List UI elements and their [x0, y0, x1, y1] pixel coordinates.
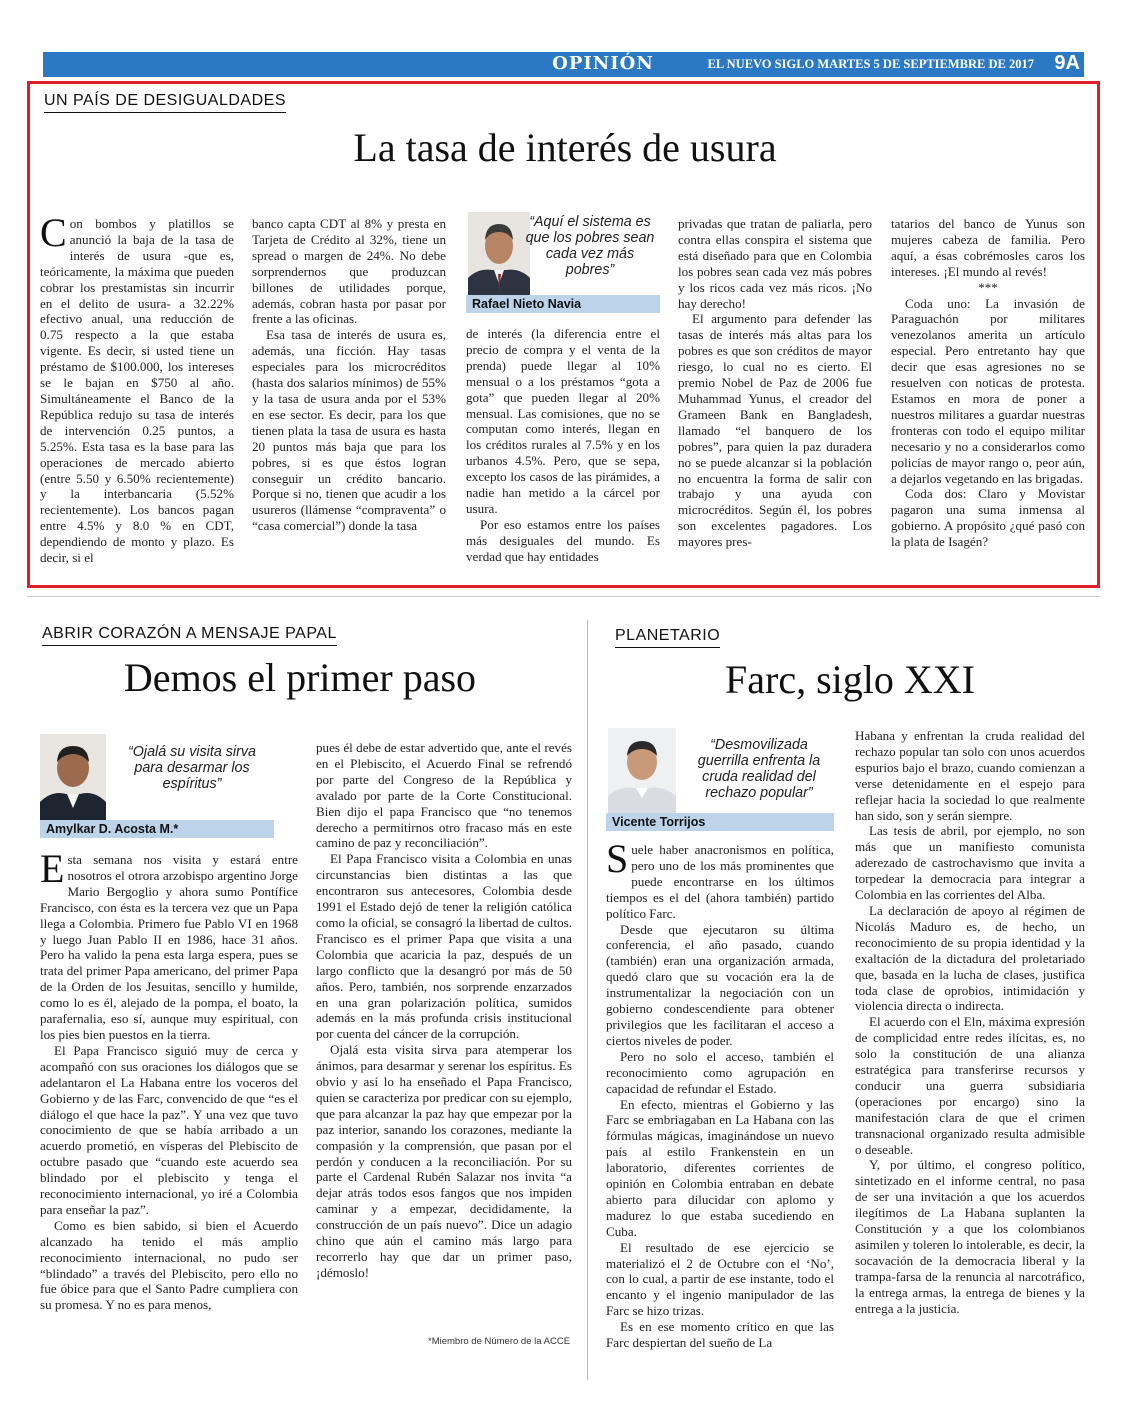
author-name: Amylkar D. Acosta M.*: [40, 820, 274, 838]
paragraph: El resultado de ese ejercicio se materializó el 2 de Octubre con el ‘No’, con lo cual, a partir de ese instante, todo el encanto y el ingenio manipulador de las Farc se hizo trizas.: [606, 1239, 834, 1319]
paragraph: Es en ese momento crítico en que las Farc despiertan del sueño de La: [606, 1319, 834, 1351]
paragraph: Esa tasa de interés de usura es, además, una ficción. Hay tasas especiales para los microcréditos (hasta dos salarios mínimos) de 55% y la tasa de usura anda por el 53% en ese sector. Es decir, para los que tienen plata la tasa de usura es hasta 20 puntos más baja que para los pobres, si es que éstos logran conseguir un crédito bancario. Porque si no, tienen que acudir a los usureros (llámense “compraventa” o “casa comercial”) donde la tasa: [252, 327, 446, 534]
article3-column-1: [606, 842, 834, 1354]
paragraph: privadas que tratan de paliarla, pero contra ellas conspira el sistema que está diseñado para que en Colombia los pobres sean cada vez más pobres y los ricos cada vez más ricos. ¡No hay derecho!: [678, 216, 872, 311]
section-title: OPINIÓN: [552, 53, 654, 74]
column-divider: [587, 620, 588, 1380]
paragraph: tatarios del banco de Yunus son mujeres cabeza de familia. Pero aquí, a ésas cobrémosles caros los intereses. ¡El mundo al revés!: [891, 216, 1085, 279]
article2-column-2: [316, 740, 572, 1332]
article3-title: Farc, siglo XXI: [725, 657, 975, 702]
paragraph: on bombos y platillos se anunció la baja de la tasa de interés de usura -que es, teóricamente, la máxima que pueden cobrar los prestamistas sin incurrir en el delito de usura- a 32.22% efectivo anual, una reducción de 0.75 respecto a la que estaba vigente. Es decir, si usted tiene un préstamo de $100.000, los intereses se le bajan en $750 al año. Simultáneamente el Banco de la República redujo su tasa de interés de intervención 0.25 puntos, a 5.25%. Esta tasa es la base para las operaciones de mercado abierto (entre 5.50 y 6.50% recientemente) y la interbancaria (5.52% recientemente). Los bancos pagan entre 4.5% y 8.0 % en CDT, dependiendo de monto y plazo. Es decir, si el: [40, 216, 234, 566]
paragraph: Por eso estamos entre los países más desiguales del mundo. Es verdad que hay entidades: [466, 516, 660, 564]
article1-column-2: [252, 216, 446, 574]
paragraph: Las tesis de abril, por ejemplo, no son más que un manifiesto comunista aderezado de castrochavismo que invita a torpedear la democracia para integrar a Colombia en las corrientes del Alba.: [855, 823, 1085, 903]
author-photo: [40, 734, 106, 822]
paragraph: El acuerdo con el Eln, máxima expresión de complicidad entre redes ilícitas, es, no solo la constitución de una alianza estratégica para transferirse recursos y conducir una guerra subsidiaria (operaciones por encargo) sino la manifestación clara de que el crimen transnacional organizado resulta admisible o deseable.: [855, 1014, 1085, 1157]
dropcap: C: [40, 216, 67, 255]
dropcap: S: [606, 842, 629, 881]
paragraph: Pero no solo el acceso, también el reconocimiento como agrupación en capacidad de refundar el Estado.: [606, 1048, 834, 1096]
paragraph: Coda dos: Claro y Movistar pagaron una suma inmensa al gobierno. A propósito ¿qué pasó con la plata de Isagén?: [891, 486, 1085, 550]
article1-column-5: [891, 216, 1085, 574]
page-header: [43, 52, 1084, 77]
article2-kicker: ABRIR CORAZÓN A MENSAJE PAPAL: [42, 625, 337, 646]
paragraph: uele haber anacronismos en política, pero uno de los más prominentes que puede encontrarse en los últimos tiempos es el del (ahora también) partido político Farc.: [606, 842, 834, 921]
author-photo: [608, 728, 676, 814]
dropcap: E: [40, 852, 65, 891]
paragraph: de interés (la diferencia entre el precio de compra y el venta de la prenda) puede llegar al 10% mensual o a los préstamos “gota a gota” que pueden llegar al 20% mensual. Las comisiones, que no se computan como interés, llegan en los créditos rurales al 7.5% y en los urbanos 4.5%. Pero, que se sepa, excepto los casos de las pirámides, a nadie han metido a la cárcel por usura.: [466, 326, 660, 516]
paragraph: Y, por último, el congreso político, sintetizado en el informe central, no pasa de ser una invitación a que los acuerdos ilegítimos de La Habana suplanten la Constitución y a que los colombianos asimilen y toleren lo intolerable, es decir, la socavación de la democracia liberal y la trampa-farsa de la renuncia al narcotráfico, la entrega armas, la entrega de bienes y la entrega a la justicia.: [855, 1157, 1085, 1316]
paragraph: Habana y enfrentan la cruda realidad del rechazo popular tan solo con unos acuerdos espurios bajo el brazo, cuando comienzan a verse detenidamente en el espejo para reflejar hacia la sociedad lo que realmente han sido, son y serán siempre.: [855, 728, 1085, 823]
author-footnote: *Miembro de Número de la ACCE: [428, 1336, 571, 1347]
article1-kicker: UN PAÍS DE DESIGUALDADES: [44, 92, 286, 113]
pull-quote: “Ojalá su visita sirva para desarmar los espíritus”: [128, 744, 256, 792]
paragraph: Ojalá esta visita sirva para atemperar los ánimos, para desarmar y serenar los espíritus. Es obvio y así lo ha enseñado el Papa Francisco, quien se caracteriza por predicar con su ejemplo, que para alcanzar la paz hay que empezar por la paz interior, sanando los corazones, mediante la compasión y la comprensión, que pasan por el perdón y conducen a la reconciliación. Por su parte el Cardenal Rubén Salazar nos invita “a dejar atrás todos esos fangos que nos impiden caminar y a empezar, decididamente, la construcción de un país nuevo”. Dice un adagio chino que aún el camino más largo para recorrerlo hay que dar un primer paso, ¡démoslo!: [316, 1042, 572, 1280]
paragraph: El Papa Francisco siguió muy de cerca y acompañó con sus oraciones los diálogos que se adelantaron el La Habana entre los voceros del Gobierno y de las Farc, convencido de que “es el diálogo el que hace la paz”. Y una vez que tuvo conocimiento de que se había arribado a un acuerdo prometió, en vísperas del Plebiscito de octubre pasado que “cuando este acuerdo sea blindado por el plebiscito y tenga el reconocimiento internacional, yo iré a Colombia para enseñar la paz”.: [40, 1042, 298, 1217]
paragraph: Coda uno: La invasión de Paraguachón por militares venezolanos amerita un artículo especial. Pero entretanto hay que decir que esas agresiones no se resuelven con noticas de protesta. Estamos en mora de poner a nuestros militares a guardar nuestras fronteras con todo el equipo militar necesario y no a considerarlos como policías de mayor rango o, peor aún, a dejarlos vegetando en las brigadas.: [891, 295, 1085, 486]
article1-column-4: [678, 216, 872, 574]
separator: ***: [978, 279, 998, 295]
article3-kicker: PLANETARIO: [615, 627, 720, 648]
publication-date: EL NUEVO SIGLO MARTES 5 DE SEPTIEMBRE DE 2017: [707, 57, 1034, 71]
author-name: Vicente Torrijos: [606, 813, 834, 831]
article2-column-1: [40, 852, 298, 1352]
section-divider: [27, 596, 1100, 597]
article1-column-1: [40, 216, 234, 574]
paragraph: sta semana nos visita y estará entre nosotros el otrora arzobispo argentino Jorge Mario Bergoglio y ahora sumo Pontífice Francisco, con ésta es la tercera vez que un Papa llega a Colombia. Primero fue Pablo VI en 1968 y luego Juan Pablo II en 1986, hace 31 años. Pero ha valido la pena esta larga espera, pues se trata del primer Papa americano, del primer Papa de la Orden de los Jesuitas, sencillo y humilde, como lo es él, alejado de la pompa, el boato, la parafernalia, eso sí, aunque muy espiritual, con los pies bien puestos en la tierra.: [40, 852, 298, 1042]
article1-column-3: [466, 326, 660, 574]
paragraph: banco capta CDT al 8% y presta en Tarjeta de Crédito al 32%, tiene un spread o margen de 24%. No debe sorprendernos que produzcan billones de utilidades porque, además, cobran hasta por pasar por frente a las oficinas.: [252, 216, 446, 327]
article2-title: Demos el primer paso: [123, 655, 477, 700]
paragraph: El argumento para defender las tasas de interés más altas para los pobres es que son créditos de mayor riesgo, lo cual no es cierto. El premio Nobel de Paz de 2006 fue Muhammad Yunus, el creador del Grameen Bank en Bangladesh, llamado “el banquero de los pobres”, para quien la paz duradera no se puede alcanzar si la población no encuentra la forma de salir con trabajo y una ayuda con microcréditos. Según él, los pobres son excelentes pagadores. Los mayores pres-: [678, 311, 872, 550]
pull-quote: “Desmovilizada guerrilla enfrenta la cruda realidad del rechazo popular”: [697, 737, 821, 801]
article3-column-2: [855, 728, 1085, 1350]
paragraph: En efecto, mientras el Gobierno y las Farc se embriagaban en La Habana con las fórmulas mágicas, imaginándose un nuevo país al estilo Frankenstein en un laboratorio, diferentes corrientes de opinión en Colombia entraban en debate abierto para dilucidar con aplomo y madurez lo que estaba sucediendo en Cuba.: [606, 1096, 834, 1239]
article1-title: La tasa de interés de usura: [353, 125, 777, 170]
author-name: Rafael Nieto Navia: [466, 295, 660, 313]
paragraph: El Papa Francisco visita a Colombia en unas circunstancias bien distintas a las que encontraron sus antecesores, Colombia desde 1991 el Estado dejó de tener la religión católica como la oficial, se consagró la libertad de cultos. Francisco es el primer Papa que visita a una Colombia que acaricia la paz, después de un largo conflicto que la desangró por más de 50 años. Pero, también, nos sorprende enzarzados en una gran polarización política, sumidos además en la más profunda crisis institucional por cuenta del cáncer de la corrupción.: [316, 851, 572, 1042]
pull-quote: “Aquí el sistema es que los pobres sean cada vez más pobres”: [525, 214, 655, 278]
paragraph: pues él debe de estar advertido que, ante el revés en el Plebiscito, el Acuerdo Final se refrendó por parte del Congreso de la República y avalado por parte de la Corte Constitucional. Bien dijo el papa Francisco que “no tenemos derecho a permitirnos otro fracaso más en este camino de paz y reconciliación”.: [316, 740, 572, 851]
paragraph: La declaración de apoyo al régimen de Nicolás Maduro es, de hecho, un reconocimiento de su propia identidad y la exaltación de la dictadura del proletariado que, basada en la lucha de clases, justifica toda clase de oprobios, intimidación y violencia directa o indirecta.: [855, 902, 1085, 1014]
page-number: 9A: [1054, 52, 1080, 74]
paragraph: Como es bien sabido, si bien el Acuerdo alcanzado ha tenido el más amplio reconocimiento internacional, no pudo ser “blindado” a través del Plebiscito, pero ello no fue óbice para que el Santo Padre cumpliera con su promesa. Y no es para menos,: [40, 1217, 298, 1313]
paragraph: Desde que ejecutaron su última conferencia, el año pasado, cuando (también) eran una organización armada, quedó claro que su vocación era la de instrumentalizar la negociación con un gobierno condescendiente para obtener privilegios que les facilitaran el acceso a ciertos niveles de poder.: [606, 921, 834, 1048]
